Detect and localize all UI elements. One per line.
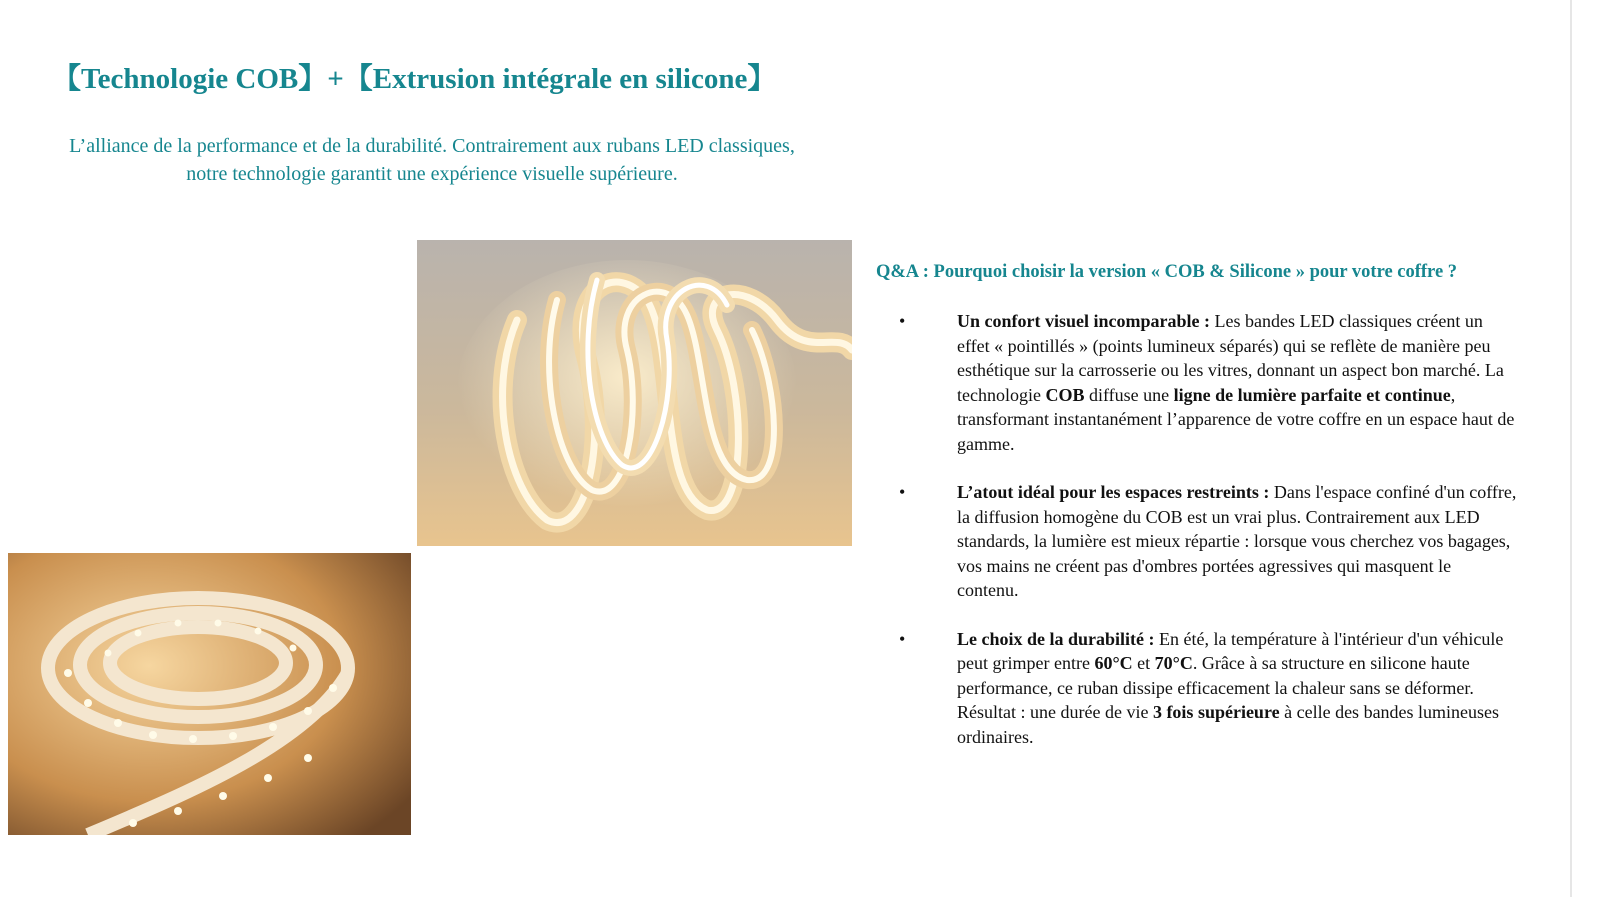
qa-item-text: . Grâce à sa structure en silicone haute performance, ce ruban dissipe efficacement la chaleur sans se déformer. Résultat : une durée de vie [957, 653, 1474, 722]
qa-item-text: à celle des bandes lumineuses ordinaires. [957, 702, 1500, 747]
qa-item-emphasis: 70°C [1154, 653, 1193, 673]
qa-item-title: Le choix de la durabilité : [957, 628, 1155, 649]
page-edge-divider [1570, 0, 1572, 897]
qa-item-text: , transformant instantanément l’apparence de votre coffre en un espace haut de gamme. [957, 384, 1515, 454]
page-title: 【Technologie COB】+【Extrusion intégrale en silicone】 [52, 63, 777, 95]
led-strip-coil-photo [417, 240, 852, 546]
bullet-icon: • [899, 311, 906, 331]
qa-item-text: Dans l'espace confiné d'un coffre, la diffusion homogène du COB est un vrai plus. Contrairement aux LED standards, la lumière est mieux répartie : lorsque vous cherchez vos bagages, vos mains ne créent pas d'ombres portées agressives qui masquent le contenu. [957, 482, 1517, 600]
qa-item-emphasis: ligne de lumière parfaite et continue [1173, 384, 1451, 405]
bullet-icon: • [899, 628, 906, 649]
led-strip-reel-photo [8, 553, 411, 835]
qa-list [876, 309, 1526, 749]
qa-item-durability [876, 627, 1517, 750]
qa-item-title: Un confort visuel incomparable : [957, 311, 1210, 331]
qa-item-visual-comfort [876, 309, 1517, 456]
qa-section [876, 262, 1526, 773]
intro-paragraph: L’alliance de la performance et de la durabilité. Contrairement aux rubans LED classiques, notre technologie garantit une expérience visuelle supérieure. [69, 135, 795, 185]
bullet-icon: • [899, 482, 906, 502]
qa-item-text: En été, la température à l'intérieur d'un véhicule peut grimper entre [957, 628, 1504, 673]
qa-item-title: L’atout idéal pour les espaces restreints : [957, 482, 1270, 502]
qa-item-small-spaces [876, 480, 1517, 603]
qa-heading: Q&A : Pourquoi choisir la version « COB & Silicone » pour votre coffre ? [876, 262, 1458, 282]
qa-item-text: Les bandes LED classiques créent un effet « pointillés » (points lumineux séparés) qui se reflète de manière peu esthétique sur la carrosserie ou les vitres, donnant un aspect bon marché. La technologie [957, 311, 1504, 405]
qa-item-text: et [1132, 653, 1155, 673]
qa-item-emphasis: 3 fois supérieure [1152, 702, 1280, 722]
qa-item-text: diffuse une [1084, 384, 1174, 405]
qa-item-emphasis: COB [1045, 384, 1085, 405]
qa-item-emphasis: 60°C [1094, 653, 1133, 673]
